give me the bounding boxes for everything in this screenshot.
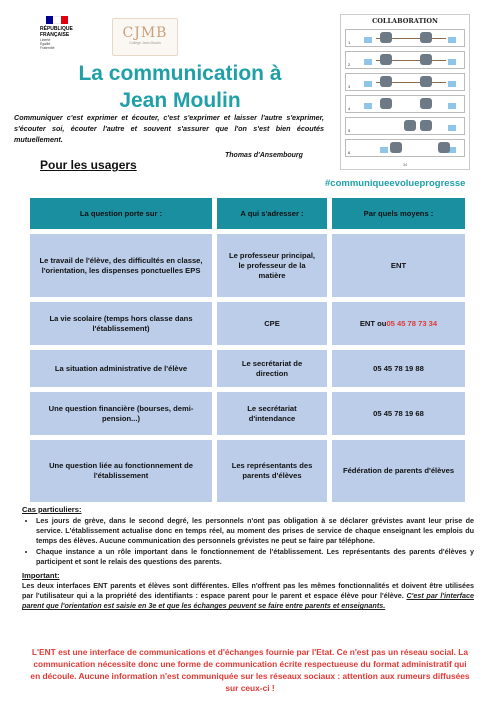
important-title: Important: — [22, 571, 60, 580]
hashtag: #communiqueevolueprogresse — [325, 178, 466, 189]
section-title: Pour les usagers — [40, 158, 137, 172]
panel-number: 3 — [348, 84, 351, 89]
table-cell-means: 05 45 78 19 88 — [332, 350, 465, 387]
quote-author: Thomas d'Ansembourg — [225, 152, 303, 159]
donkey-icon — [404, 120, 416, 131]
rf-name-line-1: RÉPUBLIQUE — [40, 26, 73, 32]
table-cell-topic: La vie scolaire (temps hors classe dans l'établissement) — [30, 302, 212, 345]
table-row — [30, 350, 470, 387]
means-ent-text: ENT ou — [359, 318, 387, 328]
flag-white-stripe — [53, 16, 60, 24]
donkey-icon — [420, 98, 432, 109]
table-cell-contact: Le secrétariat de direction — [217, 350, 327, 387]
flag-red-stripe — [61, 16, 68, 24]
page-title — [30, 60, 330, 114]
hay-bale-icon — [364, 103, 372, 109]
important-text-main: Les deux interfaces ENT parents et élèves sont différentes. Elles n'offrent pas les mêmes fonctionnalités et doivent être utilisées par l'utilisateur qui a la propriété des identifiants : espace parent pour le parent et espace élève pour l'élève. — [22, 581, 474, 600]
collaboration-footer: 34 — [403, 163, 407, 167]
table-cell-contact: Les représentants des parents d'élèves — [217, 440, 327, 502]
french-flag-icon — [46, 16, 68, 24]
rf-motto-2: Égalité — [40, 42, 51, 46]
particular-cases-list — [22, 516, 474, 567]
rf-motto-1: Liberté — [40, 38, 51, 42]
collab-panel — [345, 139, 465, 157]
donkey-icon — [390, 142, 402, 153]
quote-text: Communiquer c'est exprimer et écouter, c'est s'exprimer et laisser l'autre s'exprimer, s'écouter soi, écouter l'autre et souvent s'assurer que l'on s'est bien écoutés mutuellement. — [14, 113, 324, 144]
contacts-table — [30, 198, 470, 507]
table-cell-topic: Le travail de l'élève, des difficultés en classe, l'orientation, les dispenses ponctuelles EPS — [30, 234, 212, 297]
particular-cases-title: Cas particuliers: — [22, 505, 82, 514]
collaboration-illustration — [340, 14, 470, 170]
table-cell-topic: Une question liée au fonctionnement de l'établissement — [30, 440, 212, 502]
page-title-line-1: La communication à — [78, 62, 282, 85]
school-logo — [112, 18, 178, 56]
panel-number: 4 — [348, 106, 351, 111]
school-logo-subtitle: Collège Jean Moulin — [129, 41, 161, 45]
school-logo-mark: CJMB — [122, 25, 168, 41]
republique-francaise-logo — [40, 16, 84, 56]
collab-panel — [345, 51, 465, 69]
rf-motto-3: Fraternité — [40, 46, 55, 50]
hay-bale-icon — [364, 59, 372, 65]
table-cell-means: 05 45 78 19 68 — [332, 392, 465, 435]
table-row — [30, 392, 470, 435]
panel-number: 2 — [348, 62, 351, 67]
donkey-icon — [420, 76, 432, 87]
page-title-line-2: Jean Moulin — [119, 89, 241, 112]
cpe-phone-number[interactable]: 05 45 78 73 34 — [386, 318, 438, 328]
hay-bale-icon — [448, 125, 456, 131]
list-item: • Chaque instance a un rôle important dans le fonctionnement de l'établissement. Les représentants des parents d'élèves y participent et sont le relais des questions des parents. — [36, 547, 474, 567]
table-cell-topic: La situation administrative de l'élève — [30, 350, 212, 387]
collaboration-title: COLLABORATION — [372, 17, 438, 25]
ent-warning-text: L'ENT est une interface de communications et d'échanges fournie par l'Etat. Ce n'est pas un réseau social. La communication nécessite donc une forme de communication écrite respectueuse du format administratif qui en découle. Aucune information n'est communiquée sur les réseaux sociaux : attention aux rumeurs diffusées sur ceux-ci ! — [30, 647, 470, 693]
table-cell-means: Fédération de parents d'élèves — [332, 440, 465, 502]
table-row — [30, 440, 470, 502]
panel-number: 6 — [348, 150, 351, 155]
notes-section — [22, 505, 474, 611]
donkey-icon — [380, 32, 392, 43]
donkey-icon — [438, 142, 450, 153]
collab-panel — [345, 73, 465, 91]
table-cell-contact: Le secrétariat d'intendance — [217, 392, 327, 435]
hay-bale-icon — [380, 147, 388, 153]
donkey-icon — [380, 54, 392, 65]
table-cell-contact: Le professeur principal, le professeur de la matière — [217, 234, 327, 297]
important-text — [22, 581, 474, 611]
list-item: • Les jours de grève, dans le second degré, les personnels n'ont pas obligation à se déclarer grévistes avant leur prise de service. L'établissement actualise donc en temps réel, au moment des prises de service de chaque enseignant les emplois du temps des élèves. Aucune communication des personnels grévistes ne peut se faire par téléphone. — [36, 516, 474, 546]
donkey-icon — [420, 54, 432, 65]
panel-number: 1 — [348, 40, 351, 45]
table-cell-topic: Une question financière (bourses, demi-pension...) — [30, 392, 212, 435]
donkey-icon — [380, 76, 392, 87]
collab-panel — [345, 29, 465, 47]
donkey-icon — [380, 98, 392, 109]
table-header-row — [30, 198, 470, 229]
hay-bale-icon — [364, 37, 372, 43]
table-cell-means: ENT — [332, 234, 465, 297]
table-row — [30, 234, 470, 297]
table-cell-contact: CPE — [217, 302, 327, 345]
panel-number: 5 — [348, 128, 351, 133]
rf-name-line-2: FRANÇAISE — [40, 32, 70, 38]
collab-panel — [345, 117, 465, 135]
flag-blue-stripe — [46, 16, 53, 24]
table-header-contact: A qui s'adresser : — [217, 198, 327, 229]
table-row — [30, 302, 470, 345]
hay-bale-icon — [448, 103, 456, 109]
collab-panel — [345, 95, 465, 113]
donkey-icon — [420, 32, 432, 43]
hay-bale-icon — [448, 37, 456, 43]
hay-bale-icon — [448, 59, 456, 65]
hay-bale-icon — [448, 81, 456, 87]
donkey-icon — [420, 120, 432, 131]
table-header-means: Par quels moyens : — [332, 198, 465, 229]
table-header-topic: La question porte sur : — [30, 198, 212, 229]
table-cell-means — [332, 302, 465, 345]
hay-bale-icon — [364, 81, 372, 87]
important-text-emphasis: C'est par l'interface parent que l'orientation est saisie en 3e et que les échanges peuvent se faire entre parents et enseignants. — [22, 591, 474, 610]
